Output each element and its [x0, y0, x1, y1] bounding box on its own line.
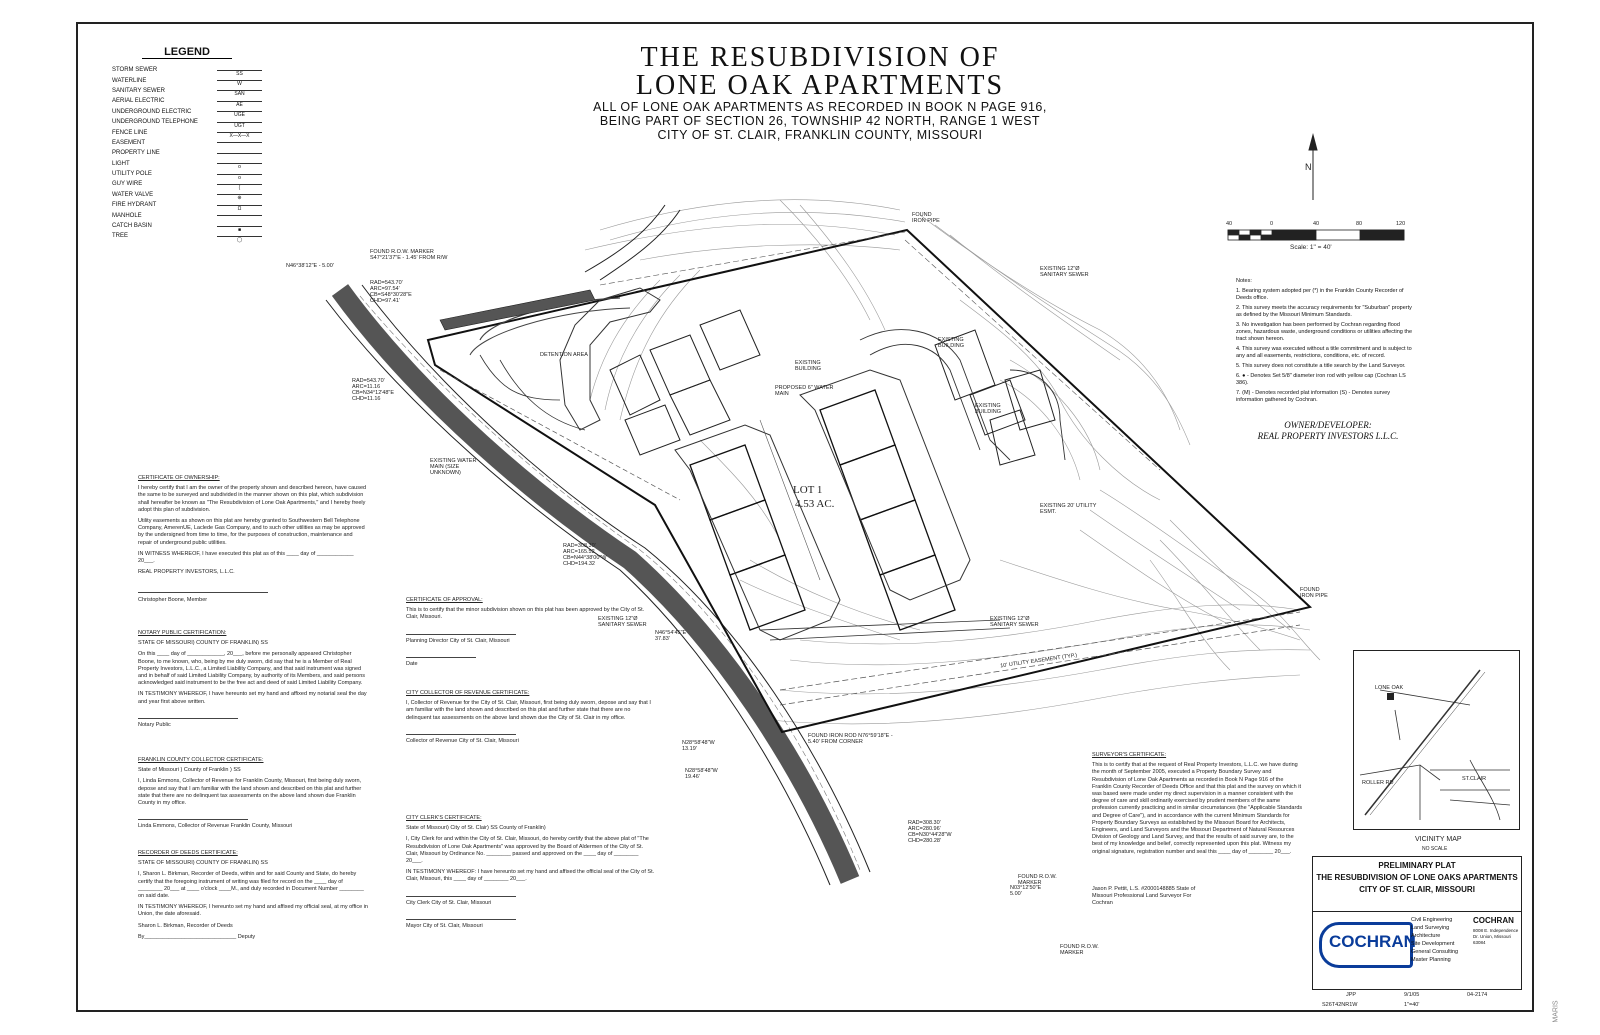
legend-symbol: X—X—X: [217, 132, 262, 133]
found-row-marker-top: FOUND R.O.W. MARKER S47°21'37"E - 1.45' FROM R/W: [370, 249, 448, 261]
scale-bar: [1228, 230, 1404, 240]
firm-service: General Consulting: [1411, 949, 1459, 955]
plat-subtitle-1: ALL OF LONE OAK APARTMENTS AS RECORDED IN BOOK N PAGE 916,: [593, 100, 1047, 114]
legend-label: FENCE LINE: [112, 129, 148, 136]
scale-tick-2: 0: [1270, 221, 1274, 227]
existing-water-main-label: EXISTING WATER MAIN (SIZE UNKNOWN): [430, 458, 477, 476]
firm-service: Civil Engineering: [1411, 917, 1453, 923]
road-band: [340, 290, 850, 880]
legend-label: CATCH BASIN: [112, 223, 152, 230]
cert-recorder-by: By______________________________ Deputy: [138, 933, 256, 940]
found-row-marker-bottom: FOUND R.O.W. MARKER: [1018, 874, 1057, 886]
note-item: 5. This survey does not constitute a title search by the Land Surveyor.: [1236, 363, 1406, 369]
legend-label: PROPERTY LINE: [112, 150, 160, 157]
note-item: 3. No investigation has been performed by Cochran regarding flood zones, hazardous waste, underground conditions or utilities affecting the tract shown hereon.: [1236, 322, 1413, 342]
cert-recorder-body: I, Sharon L. Birkman, Recorder of Deeds, within and for said County and State, do hereby certify that the foregoing instrument of writing was filed for record on the ____ day of ________ 20___ at ____ o'clock ____M., and duly recorded in Document Number ________ on said date.: [138, 871, 364, 900]
svg-text:N: N: [1305, 162, 1312, 172]
title-block: [1312, 856, 1522, 912]
legend-symbol: ⊕: [217, 194, 262, 195]
firm-service: Architecture: [1411, 933, 1441, 939]
scale-tick-5: 120: [1396, 221, 1406, 227]
existing-building-label-1: EXISTING BUILDING: [795, 360, 821, 372]
cochran-logo-text: COCHRAN: [1329, 932, 1416, 951]
cert-clerk-state: State of Missouri) City of St. Clair) SS County of Franklin): [406, 825, 546, 832]
cert-mayor-sign: Mayor City of St. Clair, Missouri: [406, 923, 483, 930]
cert-ownership-body2: Utility easements as shown on this plat are hereby granted to Southwestern Bell Telephone Company, AmerenUE, Laclede Gas Company, and to such other utilities as may be approved by the undersigned from time to time, for the purposes of construction, maintenance and repair of underground public utilities.: [138, 518, 365, 546]
cert-collector-body: I, Linda Emmons, Collector of Revenue for Franklin County, Missouri, first being duly sworn, depose and say that I am familiar with the land shown and described on this plat and further state that there are no delinquent tax assessments on the above land shown due Franklin County in my office.: [138, 778, 362, 807]
notes-heading: Notes:: [1236, 278, 1252, 284]
watermark: MARIS: [1552, 1000, 1560, 1023]
legend-symbol: AE: [217, 101, 262, 102]
cert-recorder-sign: Sharon L. Birkman, Recorder of Deeds: [138, 922, 233, 929]
scale-tick-4: 80: [1356, 221, 1363, 227]
firm-name: COCHRAN: [1473, 916, 1514, 925]
north-arrow: [1305, 135, 1317, 200]
cert-ownership-body: I hereby certify that I am the owner of the property shown and described hereon, have caused the same to be surveyed and subdivided in the manner shown on this plat, which subdivision shall hereafter be known as "The Resubdivision of Lone Oak Apartments," and I hereby freely adopt this plan of subdivision.: [138, 485, 367, 513]
notes-block: [1236, 278, 1416, 407]
curve-data-2: RAD=543.70' ARC=11.16 CB=N34°12'48"E CHD=11.16: [352, 378, 395, 402]
legend-label: FIRE HYDRANT: [112, 202, 157, 209]
certificate-approval: [406, 597, 656, 672]
vicinity-lone-oak: LONE OAK: [1375, 685, 1404, 691]
firm-services: [1411, 916, 1458, 964]
bearing-top-label: N46°38'12"E - 5.00': [286, 263, 334, 269]
cert-notary-title: NOTARY PUBLIC CERTIFICATION:: [138, 630, 227, 636]
cert-notary-state: STATE OF MISSOURI) COUNTY OF FRANKLIN) SS: [138, 640, 268, 647]
legend-symbol: SS: [217, 70, 262, 71]
legend-label: LIGHT: [112, 160, 130, 167]
firm-service: Land Surveying: [1411, 925, 1450, 931]
sheet-info-block: [1312, 990, 1522, 1011]
cert-notary-sign: Notary Public: [138, 722, 171, 729]
found-iron-rod-label: FOUND IRON ROD N76°59'18"E - 5.40' FROM CORNER: [808, 733, 893, 745]
bearing-n28-label-1: N28°58'48"W 13.19': [682, 740, 715, 752]
lot-label: LOT 1: [793, 484, 823, 496]
legend-symbol: o: [217, 174, 262, 175]
legend-label: WATER VALVE: [112, 191, 154, 198]
legend-symbol: SAN: [217, 90, 262, 91]
legend-symbol: (: [217, 184, 262, 185]
curve-data-3: RAD=308.30' ARC=165.52 CB=N44°38'00"W CHD=194.32: [563, 543, 607, 567]
vicinity-roller-rd: ROLLER RD: [1362, 780, 1394, 786]
legend-label: STORM SEWER: [112, 67, 158, 74]
note-item: 6. ● - Denotes Set 5/8" diameter iron rod with yellow cap (Cochran LS 386).: [1236, 373, 1406, 386]
cert-surveyor-sign: Jason P. Pettit, L.S. #2000148885 State of Missouri Professional Land Surveyor For Cochran: [1092, 886, 1196, 907]
legend-symbol: ◯: [217, 236, 262, 237]
titleblock-line3: CITY OF ST. CLAIR, MISSOURI: [1359, 885, 1475, 894]
cert-collector-state: State of Missouri ) County of Franklin ) SS: [138, 767, 241, 774]
curve-data-4: RAD=308.30' ARC=280.96' CB=N30°44'28"W CHD=280.28': [908, 820, 952, 844]
cert-approval-sign: Planning Director City of St. Clair, Missouri: [406, 637, 510, 644]
owner-name: REAL PROPERTY INVESTORS L.L.C.: [1257, 431, 1399, 441]
vicinity-map-label: VICINITY MAP: [1415, 836, 1462, 843]
cert-clerk-body: I, City Clerk for and within the City of St. Clair, Missouri, do hereby certify that the above plat of "The Resubdivision of Lone Oak Apartments" was approved by the Board of Aldermen of the City of St. Clair, Missouri by Ordinance No. ________ passed and approved on the ____ day of ________ 20___.: [406, 836, 649, 865]
info-date: 9/1/05: [1404, 992, 1420, 998]
certificate-surveyor: [1092, 752, 1304, 860]
existing-sewer-left: EXISTING 12"Ø SANITARY SEWER: [598, 616, 647, 628]
scale-tick-1: 40: [1226, 221, 1233, 227]
found-row-marker-bottom2: FOUND R.O.W. MARKER: [1060, 944, 1099, 956]
cert-approval-body: This is to certify that the minor subdivision shown on this plat has been approved by the City of St. Clair, Missouri.: [406, 607, 645, 621]
titleblock-line1: PRELIMINARY PLAT: [1378, 861, 1456, 870]
cert-approval-title: CERTIFICATE OF APPROVAL:: [406, 597, 483, 603]
cert-collector-sign: Linda Emmons, Collector of Revenue Franklin County, Missouri: [138, 823, 293, 830]
cert-clerk-title: CITY CLERK'S CERTIFICATE:: [406, 815, 482, 821]
curve-data-1: RAD=543.70' ARC=97.54' CB=S48°30'28"E CHD=97.41': [370, 280, 412, 304]
info-sheet: S26T42NR1W: [1322, 1002, 1358, 1008]
legend-heading: LEGEND: [142, 46, 232, 59]
cert-surveyor-body: This is to certify that at the request of Real Property Investors, L.L.C. we have during the month of September 2005, executed a Property Boundary Survey and Resubdivision of Lone Oak Apartments as recorded in Book N Page 916 of the Franklin County Recorder of Deeds Office and that this plat and the survey on which it was based were made under my direct supervision in a manner consistent with the degree of care and skill ordinarily exercised by prudent members of the same profession currently practicing and in similar circumstances (the "Applicable Standards and Degree of Care"), and in accordance with the current Minimum Standards for Property Boundary Surveys as established by the Missouri Board for Architects, Engineers, and Land Surveyors and the Missouri Department of Natural Resources Division of Geology and Land Survey, and that the results of said survey are, to the best of my knowledge and belief, correctly represented upon this plat. Witness my original signature, registration number and seal this ____ day of ________ 20___.: [1092, 762, 1303, 855]
existing-building-label-3: EXISTING BUILDING: [975, 403, 1001, 415]
legend-symbol: UGE: [217, 111, 262, 112]
cert-city-collector-sign: Collector of Revenue City of St. Clair, Missouri: [406, 738, 519, 745]
scale-label: Scale: 1" = 40': [1290, 244, 1332, 251]
legend-label: EASEMENT: [112, 139, 146, 146]
cert-clerk-testimony: IN TESTIMONY WHEREOF: I have hereunto set my hand and affixed the official seal of the City of St. Clair, Missouri, this ____ day of ________ 20___.: [406, 869, 655, 883]
legend-label: UNDERGROUND TELEPHONE: [112, 119, 198, 126]
water-main-label: PROPOSED 6" WATER MAIN: [775, 385, 834, 397]
legend-label: SANITARY SEWER: [112, 87, 166, 94]
firm-address: 8008 E. Independence Dr. Union, Missouri 63084: [1473, 928, 1519, 945]
bearing-n28-label-2: N28°58'48"W 19.46': [685, 768, 718, 780]
cert-notary-body: On this ____ day of ____________, 20___, before me personally appeared Christopher Boone, to me known, who, being by me duly sworn, did say that he is a Member of Real Property Investors, L.L.C., a Limited Liability Company, and that said instrument was signed and in behalf of said Limited Liability Company, by authority of its Members, and said persons acknowledged said instrument to be the free act and deed of said Limited Liability Company.: [138, 651, 366, 687]
acreage-label: 4.53 AC.: [795, 498, 835, 510]
certificate-notary: [138, 630, 368, 733]
legend-symbol: ■: [217, 226, 262, 227]
plat-subtitle-3: CITY OF ST. CLAIR, FRANKLIN COUNTY, MISSOURI: [657, 128, 983, 142]
surveyor-signature: [1092, 886, 1202, 912]
scale-tick-3: 40: [1313, 221, 1320, 227]
note-item: 1. Bearing system adopted per (*) in the Franklin County Recorder of Deeds office.: [1236, 288, 1404, 301]
vicinity-scale-label: NO SCALE: [1422, 846, 1448, 852]
legend-symbol: UGT: [217, 122, 262, 123]
cert-surveyor-title: SURVEYOR'S CERTIFICATE:: [1092, 752, 1167, 758]
proposed-buildings: [690, 390, 955, 630]
certificate-county-collector: [138, 757, 368, 835]
note-item: 4. This survey was executed without a title commitment and is subject to any and all easements, restrictions, conditions, etc. of record.: [1236, 346, 1412, 359]
note-item: 2. This survey meets the accuracy requirements for "Suburban" property as defined by the Missouri Minimum Standards.: [1236, 305, 1412, 318]
cert-city-collector-title: CITY COLLECTOR OF REVENUE CERTIFICATE:: [406, 690, 530, 696]
certificate-ownership: [138, 475, 368, 608]
vicinity-st-clair: ST.CLAIR: [1462, 776, 1487, 782]
cert-recorder-title: RECORDER OF DEEDS CERTIFICATE:: [138, 850, 238, 856]
legend-label: UNDERGROUND ELECTRIC: [112, 108, 192, 115]
owner-developer: [1228, 420, 1428, 442]
legend-label: MANHOLE: [112, 212, 142, 219]
firm-logo-block: [1312, 912, 1522, 990]
cert-ownership-company: REAL PROPERTY INVESTORS, L.L.C.: [138, 569, 235, 576]
plat-title-line1: THE RESUBDIVISION OF: [640, 42, 1000, 73]
certificate-city-clerk: [406, 815, 656, 934]
found-iron-pipe-right: FOUND IRON PIPE: [1300, 587, 1328, 599]
existing-building-label-2: EXISTING BUILDING: [938, 337, 964, 349]
cert-collector-title: FRANKLIN COUNTY COLLECTOR CERTIFICATE:: [138, 757, 264, 763]
found-iron-pipe-top: FOUND IRON PIPE: [912, 212, 940, 224]
legend-label: TREE: [112, 233, 129, 240]
plat-subtitle-2: BEING PART OF SECTION 26, TOWNSHIP 42 NORTH, RANGE 1 WEST: [599, 114, 1041, 128]
titleblock-line2: THE RESUBDIVISION OF LONE OAKS APARTMENTS: [1316, 873, 1518, 882]
cert-city-collector-body: I, Collector of Revenue for the City of St. Clair, Missouri, first being duly sworn, depose and say that I am familiar with the land shown and described on this plat and further state that there are no delinquent tax assessments on the above land shown due the City of St. Clair in my office.: [406, 700, 651, 721]
utility-easement-label: 10' UTILITY EASEMENT (TYP.): [999, 652, 1078, 670]
firm-service: Site Development: [1411, 941, 1455, 947]
legend-label: GUY WIRE: [112, 181, 143, 188]
info-scale: 1"=40': [1404, 1002, 1420, 1008]
legend-label: UTILITY POLE: [112, 171, 152, 178]
owner-heading: OWNER/DEVELOPER:: [1284, 420, 1372, 430]
cert-clerk-sign: City Clerk City of St. Clair, Missouri: [406, 899, 492, 906]
certificate-recorder: [138, 850, 368, 945]
legend-label: AERIAL ELECTRIC: [112, 98, 165, 105]
bearing-n46-label: N46°54'45"E 37.83': [655, 630, 687, 642]
info-drawn-by: JPP: [1346, 992, 1357, 998]
legend-label: WATERLINE: [112, 77, 147, 84]
cert-recorder-state: STATE OF MISSOURI) COUNTY OF FRANKLIN) SS: [138, 860, 268, 867]
cert-recorder-testimony: IN TESTIMONY WHEREOF, I hereunto set my hand and affixed my official seal, at my office in Union, the date aforesaid.: [138, 904, 368, 918]
cert-notary-testimony: IN TESTIMONY WHEREOF, I have hereunto set my hand and affixed my notarial seal the day and year first above written.: [138, 691, 367, 705]
existing-sewer-top: EXISTING 12"Ø SANITARY SEWER: [1040, 266, 1089, 278]
cert-approval-date: Date: [406, 661, 418, 668]
vicinity-map-frame: [1353, 650, 1520, 830]
detention-area-label: DETENTION AREA: [540, 352, 588, 358]
legend-symbol: Ω: [217, 205, 262, 206]
existing-sewer-bottom: EXISTING 12"Ø SANITARY SEWER: [990, 616, 1039, 628]
cert-ownership-witness: IN WITNESS WHEREOF, I have executed this plat as of this ____ day of ____________ 20___.: [138, 550, 354, 565]
legend-symbol: W: [217, 80, 262, 81]
note-item: 7. (M) - Denotes recorded plat information (S) - Denotes survey information gathered by Cochran.: [1236, 390, 1391, 403]
legend-symbol: o: [217, 163, 262, 164]
cert-ownership-sign: Christopher Boone, Member: [138, 596, 208, 603]
bearing-n03-label: N03°12'50"E 5.00': [1010, 885, 1042, 897]
utility-esmt-label: EXISTING 20' UTILITY ESMT.: [1040, 503, 1097, 515]
plat-title-line2: LONE OAK APARTMENTS: [635, 70, 1005, 101]
cert-ownership-title: CERTIFICATE OF OWNERSHIP:: [138, 475, 220, 481]
firm-service: Master Planning: [1411, 957, 1451, 963]
certificate-city-collector: [406, 690, 656, 749]
info-project: 04-2174: [1467, 992, 1488, 998]
